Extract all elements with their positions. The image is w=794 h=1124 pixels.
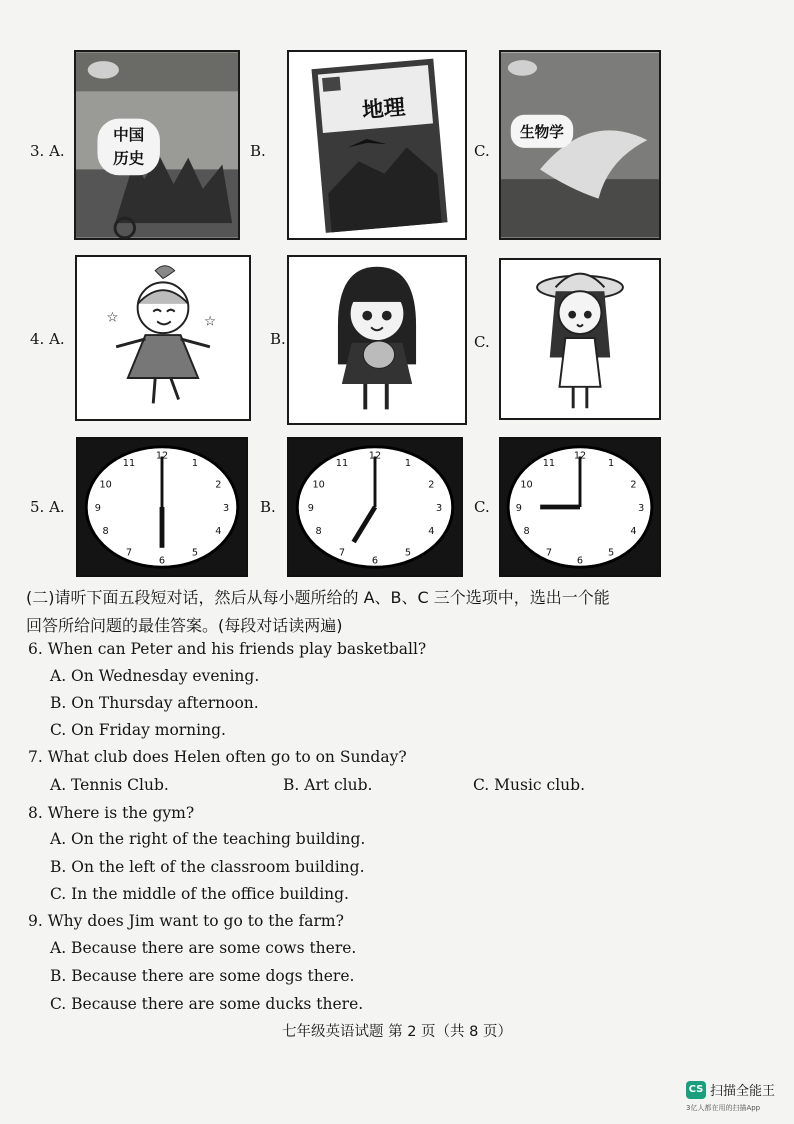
svg-text:9: 9: [94, 502, 101, 514]
svg-text:2: 2: [630, 479, 637, 491]
camscanner-tagline: 3亿人都在用的扫描App: [686, 1104, 761, 1112]
q6-option-b[interactable]: B. On Thursday afternoon.: [50, 694, 259, 712]
q7-option-c[interactable]: C. Music club.: [473, 776, 586, 794]
svg-text:1: 1: [191, 458, 199, 470]
q6-stem: 6. When can Peter and his friends play basketball?: [28, 640, 427, 658]
svg-text:3: 3: [436, 502, 443, 514]
svg-text:7: 7: [545, 547, 553, 559]
q3-option-a-history-book-image[interactable]: [74, 50, 240, 240]
q5-option-b-clock-seven-oclock[interactable]: [287, 437, 463, 577]
q5-option-c-clock-three-oclock[interactable]: [499, 437, 661, 577]
q5-option-b-label: B.: [260, 498, 276, 516]
camscanner-logo: CS: [686, 1081, 706, 1099]
svg-text:11: 11: [542, 458, 556, 470]
q5-option-c-label: C.: [474, 498, 490, 516]
svg-text:1: 1: [607, 458, 615, 470]
section2-heading-line1: (二)请听下面五段短对话，然后从每小题所给的 A、B、C 三个选项中，选出一个能: [26, 588, 610, 607]
q7-option-b[interactable]: B. Art club.: [283, 776, 373, 794]
svg-text:生物学: 生物学: [520, 124, 564, 142]
q5-option-a-clock-six-oclock[interactable]: [76, 437, 248, 577]
q4-option-c-girl-with-hat-image[interactable]: [499, 258, 661, 420]
svg-text:4: 4: [428, 526, 435, 538]
q8-option-b[interactable]: B. On the left of the classroom building.: [50, 858, 365, 876]
svg-text:1: 1: [404, 458, 412, 470]
svg-text:5: 5: [404, 547, 412, 559]
svg-text:10: 10: [520, 479, 533, 491]
q8-option-c[interactable]: C. In the middle of the office building.: [50, 885, 349, 903]
q6-option-a[interactable]: A. On Wednesday evening.: [50, 667, 260, 685]
svg-text:11: 11: [122, 458, 136, 470]
svg-text:3: 3: [223, 502, 230, 514]
svg-text:8: 8: [523, 526, 530, 538]
q9-option-b[interactable]: B. Because there are some dogs there.: [50, 967, 355, 985]
svg-text:11: 11: [335, 458, 349, 470]
svg-text:3: 3: [638, 502, 645, 514]
history-book-title-line1: 中国: [113, 126, 145, 145]
q9-option-a[interactable]: A. Because there are some cows there.: [50, 939, 357, 957]
history-book-title-line2: 历史: [113, 149, 145, 168]
q6-option-c[interactable]: C. On Friday morning.: [50, 721, 226, 739]
svg-text:4: 4: [215, 526, 222, 538]
camscanner-name: 扫描全能王: [710, 1084, 776, 1099]
q8-option-a[interactable]: A. On the right of the teaching building.: [50, 830, 366, 848]
q7-option-a[interactable]: A. Tennis Club.: [50, 776, 169, 794]
svg-text:12: 12: [368, 450, 382, 462]
q7-stem: 7. What club does Helen often go to on Sunday?: [28, 748, 407, 766]
q3-option-b-geography-book-image[interactable]: [287, 50, 467, 240]
svg-text:5: 5: [191, 547, 199, 559]
svg-text:12: 12: [573, 450, 587, 462]
svg-text:10: 10: [312, 479, 325, 491]
q9-stem: 9. Why does Jim want to go to the farm?: [28, 912, 344, 930]
q3-label: 3. A.: [30, 142, 65, 160]
q4-option-a-dancing-girl-image[interactable]: [75, 255, 251, 421]
svg-text:12: 12: [155, 450, 169, 462]
svg-text:7: 7: [125, 547, 133, 559]
svg-text:2: 2: [428, 479, 435, 491]
svg-text:6: 6: [371, 555, 379, 567]
q3-option-b-label: B.: [250, 142, 266, 160]
page-footer: 七年级英语试题 第 2 页（共 8 页）: [282, 1024, 512, 1040]
svg-text:4: 4: [630, 526, 637, 538]
q3-option-c-label: C.: [474, 142, 490, 160]
q4-option-c-label: C.: [474, 333, 490, 351]
q3-option-c-biology-book-image[interactable]: [499, 50, 661, 240]
svg-text:☆: ☆: [106, 309, 119, 326]
q4-label: 4. A.: [30, 330, 65, 348]
q4-option-c-girl-with-puppy-image[interactable]: [287, 255, 467, 425]
svg-text:8: 8: [315, 526, 322, 538]
section2-heading: [26, 584, 686, 640]
svg-text:2: 2: [215, 479, 222, 491]
q8-stem: 8. Where is the gym?: [28, 804, 195, 822]
svg-text:地理: 地理: [361, 95, 407, 124]
svg-text:6: 6: [576, 555, 584, 567]
svg-text:8: 8: [102, 526, 109, 538]
svg-text:9: 9: [515, 502, 522, 514]
svg-text:☆: ☆: [203, 313, 217, 330]
q4-option-b-label: B.: [270, 330, 286, 348]
svg-text:5: 5: [607, 547, 615, 559]
section2-heading-line2: 回答所给问题的最佳答案。(每段对话读两遍): [26, 616, 343, 635]
svg-text:10: 10: [99, 479, 112, 491]
svg-text:9: 9: [307, 502, 314, 514]
q9-option-c[interactable]: C. Because there are some ducks there.: [50, 995, 364, 1013]
q5-label: 5. A.: [30, 498, 65, 516]
svg-text:6: 6: [158, 555, 166, 567]
svg-text:7: 7: [338, 547, 346, 559]
